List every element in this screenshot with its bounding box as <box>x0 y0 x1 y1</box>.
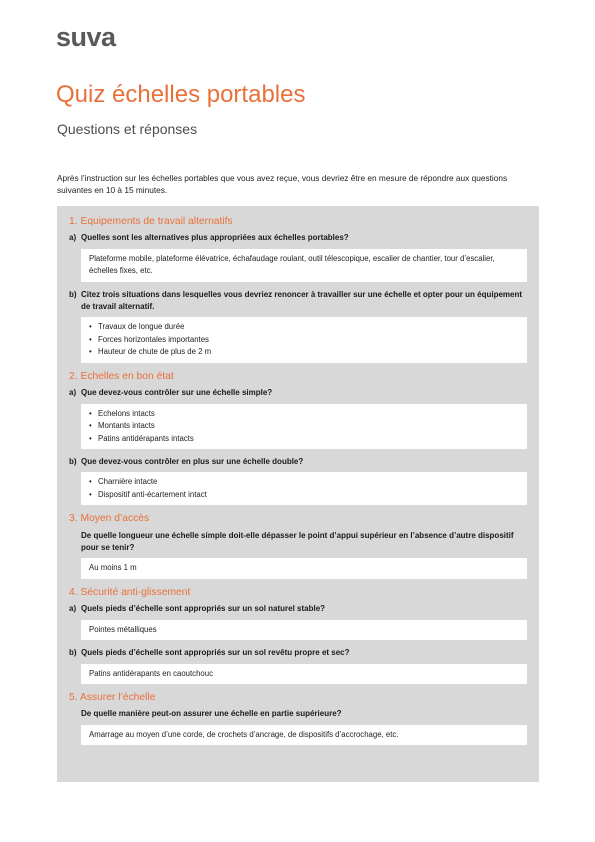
answer-box <box>81 620 527 640</box>
answer-item: • Echelons intacts <box>89 408 519 420</box>
answer-item: • Travaux de longue durée <box>89 321 519 333</box>
question-text: De quelle longueur une échelle simple doit-elle dépasser le point d’appui supérieur en l’absence d’autre dispositif pour se tenir? <box>81 530 514 553</box>
section-title: 5. Assurer l’échelle <box>69 691 156 703</box>
question-text: De quelle manière peut-on assurer une échelle en partie supérieure? <box>81 709 342 719</box>
answer-item: • Hauteur de chute de plus de 2 m <box>89 346 519 358</box>
question-letter <box>69 708 81 720</box>
answer-box <box>81 725 527 745</box>
question <box>69 603 527 615</box>
page-subtitle: Questions et réponses <box>57 121 198 137</box>
question-text: Quelles sont les alternatives plus appropriées aux échelles portables? <box>81 233 349 243</box>
answer-box <box>81 472 527 505</box>
section-title: 1. Equipements de travail alternatifs <box>69 216 233 227</box>
section-title: 3. Moyen d’accès <box>69 513 150 525</box>
answer-list <box>89 476 519 501</box>
answer-text: Pointes métalliques <box>89 624 157 634</box>
question-text: Citez trois situations dans lesquelles vous devriez renoncer à travailler sur une échelle et opter pour un équipement de travail alternatif. <box>81 289 523 312</box>
question-letter: a) <box>69 388 77 398</box>
question-letter: a) <box>69 604 77 614</box>
quiz-panel <box>57 206 539 782</box>
answer-box <box>81 664 527 684</box>
question <box>69 647 527 659</box>
answer-list <box>89 408 519 445</box>
question <box>69 708 527 720</box>
question-text: Que devez-vous contrôler en plus sur une échelle double? <box>81 457 304 466</box>
answer-box <box>81 558 527 578</box>
question-text: Que devez-vous contrôler sur une échelle simple? <box>81 388 273 398</box>
answer-item: • Patins antidérapants intacts <box>89 433 519 445</box>
page-title: Quiz échelles portables <box>56 81 306 108</box>
section-title: 2. Echelles en bon état <box>69 370 174 382</box>
answer-item: • Montants intacts <box>89 420 519 432</box>
quiz-section <box>69 692 527 745</box>
answer-box <box>81 249 527 282</box>
answer-text: Patins antidérapants en caoutchouc <box>89 668 213 678</box>
quiz-section <box>69 587 527 684</box>
answer-item: • Forces horizontales importantes <box>89 334 519 346</box>
question-text: Quels pieds d’échelle sont appropriés sur un sol revêtu propre et sec? <box>81 648 350 658</box>
answer-text: Amarrage au moyen d’une corde, de crochets d’ancrage, de dispositifs d’accrochage, etc. <box>89 729 399 739</box>
question-letter: b) <box>69 289 77 299</box>
question <box>69 387 527 399</box>
suva-logo: suva <box>56 22 116 52</box>
answer-box <box>81 404 527 449</box>
question <box>69 232 527 244</box>
question <box>69 456 527 468</box>
answer-text: Au moins 1 m <box>89 563 137 573</box>
question-letter <box>69 530 81 555</box>
answer-list <box>89 321 519 358</box>
answer-box <box>81 317 527 362</box>
quiz-section <box>69 513 527 579</box>
question-letter: b) <box>69 648 77 658</box>
question-letter: b) <box>69 457 77 466</box>
section-title: 4. Sécurité anti-glissement <box>69 586 191 598</box>
question <box>69 289 527 314</box>
quiz-section <box>69 371 527 505</box>
question-letter: a) <box>69 233 77 243</box>
quiz-section <box>69 216 527 363</box>
answer-item: • Dispositif anti-écartement intact <box>89 489 519 501</box>
intro-text: Après l’instruction sur les échelles portables que vous avez reçue, vous devriez être en mesure de répondre aux questions suivantes en 10 à 15 minutes. <box>57 173 508 196</box>
question-text: Quels pieds d’échelle sont appropriés sur un sol naturel stable? <box>81 604 326 614</box>
question <box>69 530 527 555</box>
answer-text: Plateforme mobile, plateforme élévatrice, échafaudage roulant, outil télescopique, escalier de chantier, tour d’escalier, échelles fixes, etc. <box>89 253 495 276</box>
answer-item: • Charnière intacte <box>89 476 519 488</box>
